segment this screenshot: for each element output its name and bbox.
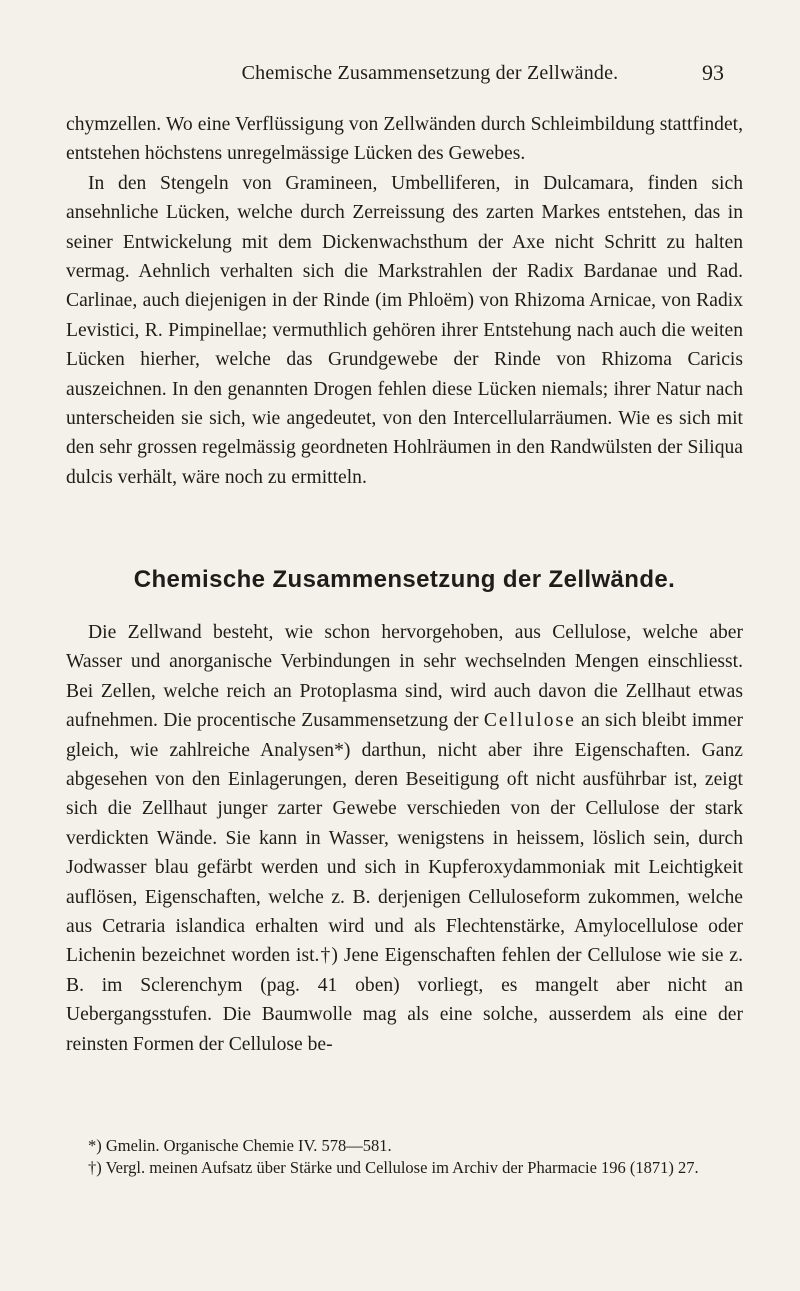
footnotes [66,1136,743,1180]
footnote-vergl: †) Vergl. meinen Aufsatz über Stärke und Cellulose im Archiv der Pharmacie 196 (1871) 27. [88,1158,699,1177]
body-text-section [66,618,743,1059]
footnote-gmelin: *) Gmelin. Organische Chemie IV. 578—581. [88,1136,392,1155]
body-text-top [66,110,743,492]
paragraph-zellwand [66,618,743,1059]
paragraph-zellwand-part2: an sich bleibt immer gleich, wie zahlreiche Analysen*) darthun, nicht aber ihre Eigenschaften. Ganz abgesehen von den Einlagerungen, deren Beseitigung oft nicht ausführbar ist, zeigt sich die Zellhaut junger zarter Gewebe verschieden von der Cellulose der stark verdickten Wände. Sie kann in Wasser, wenigstens in heissem, löslich sein, durch Jodwasser blau gefärbt werden und sich in Kupferoxydammoniak mit Leichtigkeit auflösen, Eigenschaften, welche z. B. derjenigen Celluloseform zukommen, welche aus Cetraria islandica erhalten wird und als Flechtenstärke, Amylocellulose oder Lichenin bezeichnet worden ist.†) Jene Eigenschaften fehlen der Cellulose wie sie z. B. im Sclerenchym (pag. 41 oben) vorliegt, es mangelt aber nicht an Uebergangsstufen. Die Baumwolle mag als eine solche, ausserdem als eine der reinsten Formen der Cellulose be- [66,710,743,1055]
page-number: 93 [702,60,724,85]
paragraph-zellwand-part1: Die Zellwand besteht, wie schon hervorgehoben, aus Cellulose, welche aber Wasser und anorganische Verbindungen in sehr wechselnden Mengen einschliesst. Bei Zellen, welche reich an Protoplasma sind, wird auch davon die Zellhaut etwas aufnehmen. Die procentische Zusammensetzung der [66,622,743,732]
paragraph-continuation: chymzellen. Wo eine Verflüssigung von Zellwänden durch Schleimbildung stattfindet, entstehen höchstens unregelmässige Lücken des Gewebes. [66,114,743,165]
paragraph-lucken: In den Stengeln von Gramineen, Umbelliferen, in Dulcamara, finden sich ansehnliche Lücken, welche durch Zerreissung des zarten Markes entstehen, das in seiner Entwickelung mit dem Dickenwachsthum der Axe nicht Schritt zu halten vermag. Aehnlich verhalten sich die Markstrahlen der Radix Bardanae und Rad. Carlinae, auch diejenigen in der Rinde (im Phloëm) von Rhizoma Arnicae, von Radix Levistici, R. Pimpinellae; vermuthlich gehören ihrer Entstehung nach auch die weiten Lücken hierher, welche das Grundgewebe der Rinde von Rhizoma Caricis auszeichnen. In den genannten Drogen fehlen diese Lücken niemals; ihrer Natur nach unterscheiden sie sich, wie angedeutet, von den Intercellularräumen. Wie es sich mit den sehr grossen regelmässig geordneten Hohlräumen in den Randwülsten der Siliqua dulcis verhält, wäre noch zu ermitteln. [66,172,743,488]
spaced-term-cellulose: Cellulose [483,710,576,732]
section-heading: Chemische Zusammensetzung der Zellwände. [133,566,676,593]
running-header-title: Chemische Zusammensetzung der Zellwände. [241,62,619,84]
